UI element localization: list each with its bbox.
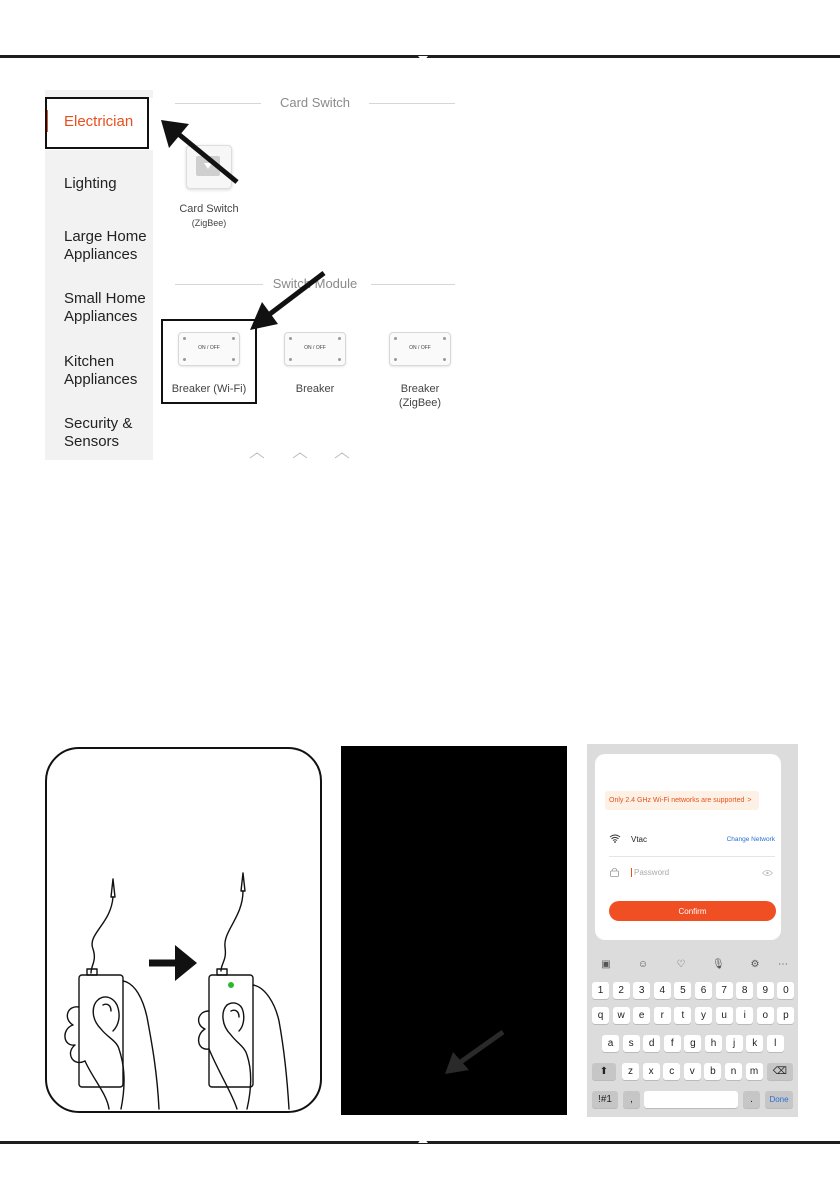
key-u[interactable]: u [716,1007,733,1024]
breaker-onoff-text: ON / OFF [304,345,326,351]
key-v[interactable]: v [684,1063,701,1080]
key-e[interactable]: e [633,1007,650,1024]
key-l[interactable]: l [767,1035,784,1052]
key-0[interactable]: 0 [777,982,794,999]
key-t[interactable]: t [674,1007,691,1024]
sidebar-item-label: Large Home Appliances [64,228,147,263]
bottom-divider [0,1141,840,1144]
key-w[interactable]: w [613,1007,630,1024]
key-p[interactable]: p [777,1007,794,1024]
period-key[interactable]: . [743,1091,760,1108]
cropped-partial-row [245,452,355,460]
done-key[interactable]: Done [765,1091,793,1108]
shift-key[interactable]: ⬆ [592,1063,616,1080]
more-icon[interactable]: ⋯ [778,959,788,970]
top-divider [0,55,840,58]
wifi-ssid-row [609,828,775,857]
symbols-key[interactable]: !#1 [592,1091,618,1108]
network-hint-text: Only 2.4 GHz Wi-Fi networks are supported [609,797,745,804]
comma-key[interactable]: , [623,1091,640,1108]
backspace-key[interactable]: ⌫ [767,1063,793,1080]
breaker-onoff-text: ON / OFF [409,345,431,351]
breaker-image [389,332,451,366]
key-x[interactable]: x [643,1063,660,1080]
key-h[interactable]: h [705,1035,722,1052]
key-c[interactable]: c [663,1063,680,1080]
key-j[interactable]: j [726,1035,743,1052]
category-picker-screenshot [45,90,455,460]
device-name: Card Switch [179,203,239,215]
hands-holding-device-illustration [47,749,322,1113]
change-network-link[interactable]: Change Network [726,836,775,843]
key-z[interactable]: z [622,1063,639,1080]
key-n[interactable]: n [725,1063,742,1080]
eye-icon[interactable] [762,870,773,876]
sidebar-item-label: Lighting [64,175,117,192]
sidebar-item-small-home-appliances[interactable] [45,290,153,326]
key-3[interactable]: 3 [633,982,650,999]
key-i[interactable]: i [736,1007,753,1024]
keyboard-toolbar [587,956,798,976]
sidebar-item-label: Small Home Appliances [64,290,146,325]
ssid-value: Vtac [631,835,648,844]
key-k[interactable]: k [746,1035,763,1052]
key-5[interactable]: 5 [674,982,691,999]
key-1[interactable]: 1 [592,982,609,999]
key-o[interactable]: o [757,1007,774,1024]
key-4[interactable]: 4 [654,982,671,999]
key-s[interactable]: s [623,1035,640,1052]
device-name: Breaker [295,383,335,395]
key-r[interactable]: r [654,1007,671,1024]
device-tile-breaker-zigbee[interactable] [375,332,455,410]
gear-icon[interactable]: ⚙ [750,959,760,970]
device-subname: (ZigBee) [398,397,442,409]
wifi-icon [609,834,621,843]
section-title: Card Switch [279,95,351,110]
sidebar-item-lighting[interactable] [45,175,153,193]
sidebar-item-kitchen-appliances[interactable] [45,353,153,389]
device-name: Breaker (Wi-Fi) [171,383,247,395]
led-indicator [228,982,234,988]
sidebar-item-label: Kitchen Appliances [64,353,138,388]
key-8[interactable]: 8 [736,982,753,999]
wifi-setup-screenshot [587,744,798,1117]
key-q[interactable]: q [592,1007,609,1024]
sidebar-item-label: Electrician [64,113,134,130]
key-6[interactable]: 6 [695,982,712,999]
key-f[interactable]: f [664,1035,681,1052]
reset-instruction-illustration [45,747,322,1113]
key-y[interactable]: y [695,1007,712,1024]
breaker-onoff-text: ON / OFF [198,345,220,351]
key-m[interactable]: m [746,1063,763,1080]
key-7[interactable]: 7 [716,982,733,999]
key-2[interactable]: 2 [613,982,630,999]
gif-icon[interactable]: ♡ [676,959,686,970]
sticker-icon[interactable]: ▣ [601,959,611,970]
confirm-button[interactable]: Confirm [609,901,776,921]
emoji-icon[interactable]: ☺ [637,959,649,970]
chevron-right-icon: > [747,797,752,804]
device-subname: (ZigBee) [191,218,227,228]
blank-phone-screen [341,746,567,1115]
sidebar-item-security-sensors[interactable] [45,415,153,451]
key-9[interactable]: 9 [757,982,774,999]
key-d[interactable]: d [643,1035,660,1052]
password-input[interactable] [631,868,754,877]
mic-icon[interactable]: 🎙 [712,959,725,970]
device-tile-breaker[interactable] [270,332,360,396]
device-name: Breaker [400,383,440,395]
space-key[interactable] [644,1091,738,1108]
pointer-arrow-dark [441,1028,511,1078]
pointer-arrow-electrician [155,110,245,190]
network-hint-banner[interactable] [605,791,759,810]
wifi-form-card [595,754,781,940]
pointer-arrow-breaker [240,268,330,338]
section-title: Switch Module [272,276,358,291]
lock-icon [610,867,619,877]
sidebar-item-large-home-appliances[interactable] [45,228,153,264]
password-row [609,858,775,888]
key-a[interactable]: a [602,1035,619,1052]
key-g[interactable]: g [684,1035,701,1052]
sidebar-item-label: Security & Sensors [64,415,133,450]
highlight-box-electrician [45,97,149,149]
key-b[interactable]: b [704,1063,721,1080]
